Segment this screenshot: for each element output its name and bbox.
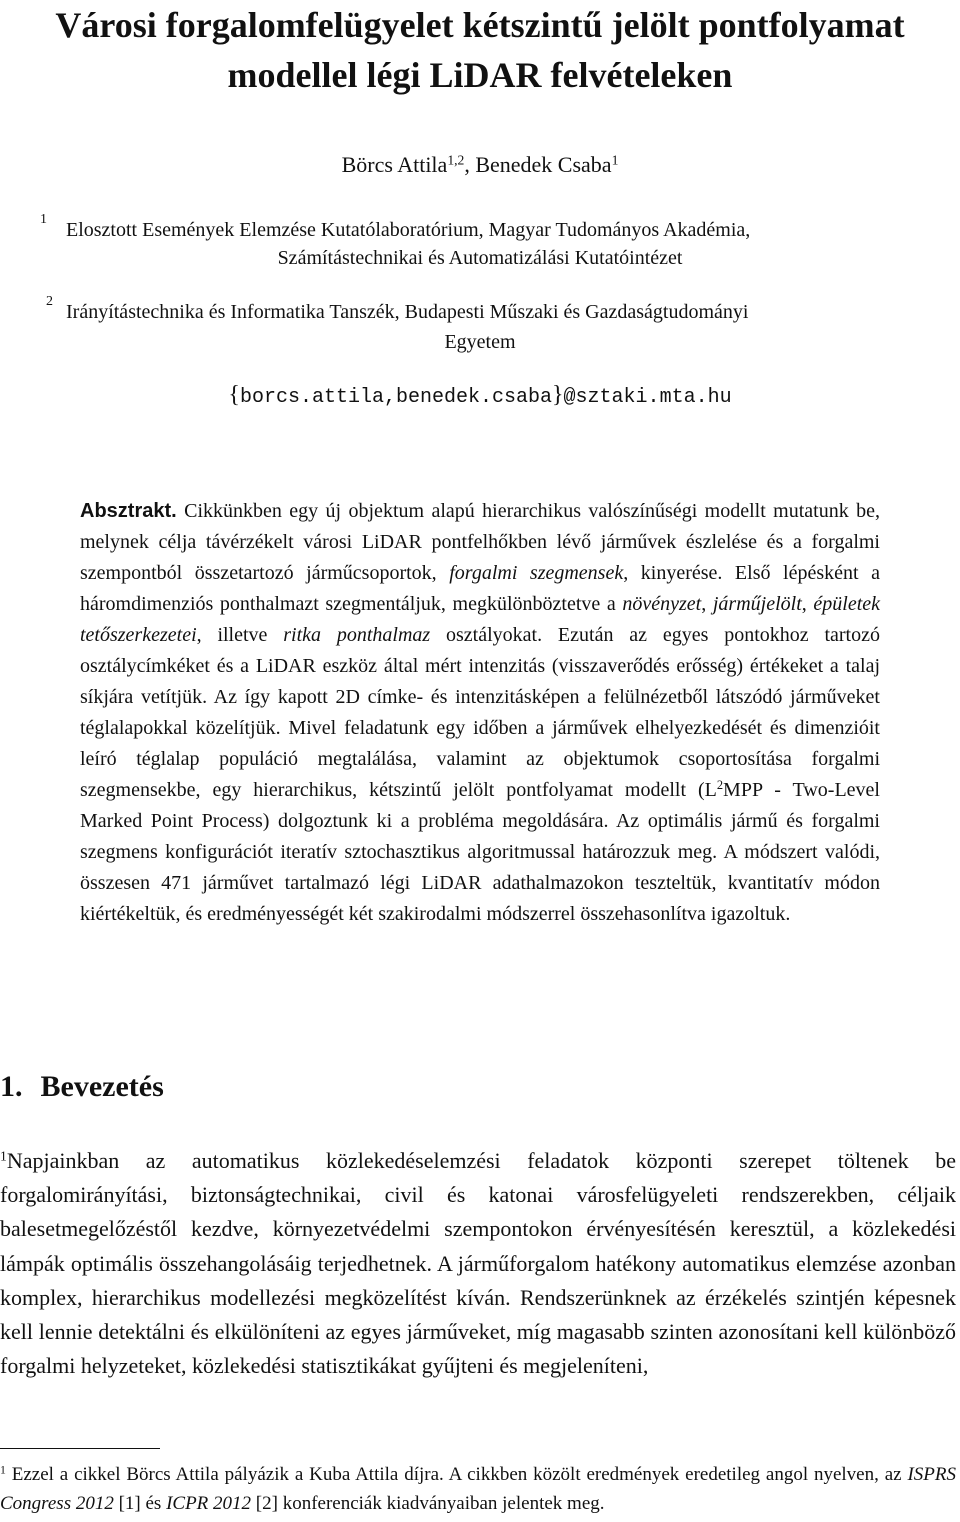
paper-title — [0, 0, 960, 100]
abstract — [80, 496, 880, 930]
footnote-conference-2: ICPR 2012 — [166, 1493, 252, 1514]
footnote-reference[interactable]: 1 — [0, 1148, 7, 1164]
email-open-brace: { — [228, 382, 240, 408]
affiliation-1-marker: 1 — [40, 212, 47, 227]
abstract-text: Cikkünkben egy új objektum alapú hierarchikus valószínűségi modellt mutatunk be, melynek célja távérzékelt városi LiDAR pontfelhőkben lévő járművek észlelése és a forgalmi szempontból összetartozó járműcsoportok, — [80, 500, 880, 584]
section-number: 1. — [0, 1070, 23, 1103]
abstract-text: osztályokat. Ezután az egyes pontokhoz tartozó osztálycímkéket és a LiDAR eszköz által mért intenzitás (visszaverődés erősség) értékeket a talaj síkjára vetítjük. Az így kapott 2D címke- és intenzitásképen a felülnézetből látszódó járműveket téglalapokkal közelítjük. Mivel feladatunk egy időben a járművek elhelyezkedését és dimenzióit leíró téglalap populáció megtalálása, valamint az objektumok csoportosítása forgalmi szegmensekbe, egy hierarchikus, kétszintű jelölt pontfolyamat modellt (L — [80, 624, 880, 801]
author-1-name: Börcs Attila — [341, 152, 448, 177]
email-names: borcs.attila,benedek.csaba — [239, 386, 553, 409]
abstract-text: , — [701, 593, 713, 615]
abstract-superscript: 2 — [716, 778, 724, 793]
footnote-text: [2] konferenciák kiadványaiban jelentek meg. — [251, 1493, 605, 1514]
abstract-text: , — [801, 593, 814, 615]
footnote-divider — [0, 1448, 160, 1449]
author-1-affil-marker: 1,2 — [447, 152, 465, 168]
abstract-text: MPP - Two-Level Marked Point Process) dolgoztunk ki a probléma megoldására. Az optimális jármű és forgalmi szegmens konfigurációt iteratív sztochasztikus algoritmussal határozzuk meg. A módszert valódi, összesen 471 járművet tartalmazó légi LiDAR adathalmazokon teszteltük, kvantitatív módon kiértékeltük, és eredményességét két szakirodalmi módszerrel összehasonlítva igazoltuk. — [80, 779, 880, 925]
footnote-conference-1: ISPRS Congress 2012 — [0, 1464, 956, 1514]
author-separator: , — [464, 152, 470, 177]
section-heading — [0, 1070, 164, 1104]
affiliation-2-line-2: Egyetem — [444, 331, 516, 353]
section-title: Bevezetés — [40, 1070, 164, 1103]
footnote-text: [1] és — [113, 1493, 167, 1514]
email-close-brace: } — [552, 382, 564, 408]
abstract-emphasis: ritka ponthalmaz — [283, 624, 431, 646]
title-line-2: modellel légi LiDAR felvételeken — [227, 55, 733, 95]
abstract-emphasis: épületek tetőszerkezetei — [80, 593, 881, 646]
abstract-emphasis: növényzet — [622, 593, 702, 615]
footnote-text: Ezzel a cikkel Börcs Attila pályázik a Kuba Attila díjra. A cikkben közölt eredmények eredetileg angol nyelven, az — [5, 1464, 908, 1485]
footnote-marker: 1 — [0, 1463, 6, 1477]
affiliation-1-line-1: Elosztott Események Elemzése Kutatólaboratórium, Magyar Tudományos Akadémia, — [66, 219, 751, 241]
intro-text: Napjainkban az automatikus közlekedéselemzési feladatok központi szerepet töltenek be forgalomirányítási, biztonságtechnikai, civil és katonai városfelügyeleti rendszerekben, céljaik balesetmegelőzéstől kezdve, környezetvédelmi szempontokon érvényesítésén keresztül, a közlekedési lámpák optimális összehangolásáig terjedhetnek. A járműforgalom hatékony automatikus elemzése azonban komplex, hierarchikus modellezési megközelítést kíván. Rendszerünknek az érzékelés szintjén képesnek kell lennie detektálni és elkülöníteni az egyes járműveket, míg magasabb szinten azonosítani kell különböző forgalmi helyzeteket, közlekedési statisztikákat gyűjteni és megjeleníteni, — [0, 1148, 956, 1379]
intro-paragraph — [0, 1144, 956, 1383]
title-line-1: Városi forgalomfelügyelet kétszintű jelölt pontfolyamat — [55, 5, 905, 45]
abstract-text: , kinyerése. Első lépésként a háromdimenziós ponthalmazt szegmentáljuk, megkülönböztetve a — [80, 562, 880, 615]
affiliation-2-line-1: Irányítástechnika és Informatika Tanszék, Budapesti Műszaki és Gazdaságtudományi — [66, 301, 749, 323]
affiliation-1-line-2: Számítástechnikai és Automatizálási Kutatóintézet — [277, 247, 683, 269]
abstract-label: Absztrakt. — [80, 500, 177, 522]
abstract-emphasis: forgalmi szegmensek — [449, 562, 624, 584]
author-2-name: Benedek Csaba — [475, 152, 612, 177]
abstract-emphasis: járműjelölt — [712, 593, 802, 615]
author-email[interactable] — [0, 382, 960, 409]
footnote — [0, 1460, 956, 1518]
author-2-affil-marker: 1 — [611, 152, 619, 168]
abstract-text: , illetve — [196, 624, 284, 646]
email-domain: @sztaki.mta.hu — [563, 386, 732, 409]
authors — [0, 152, 960, 178]
affiliation-2-marker: 2 — [46, 294, 53, 309]
